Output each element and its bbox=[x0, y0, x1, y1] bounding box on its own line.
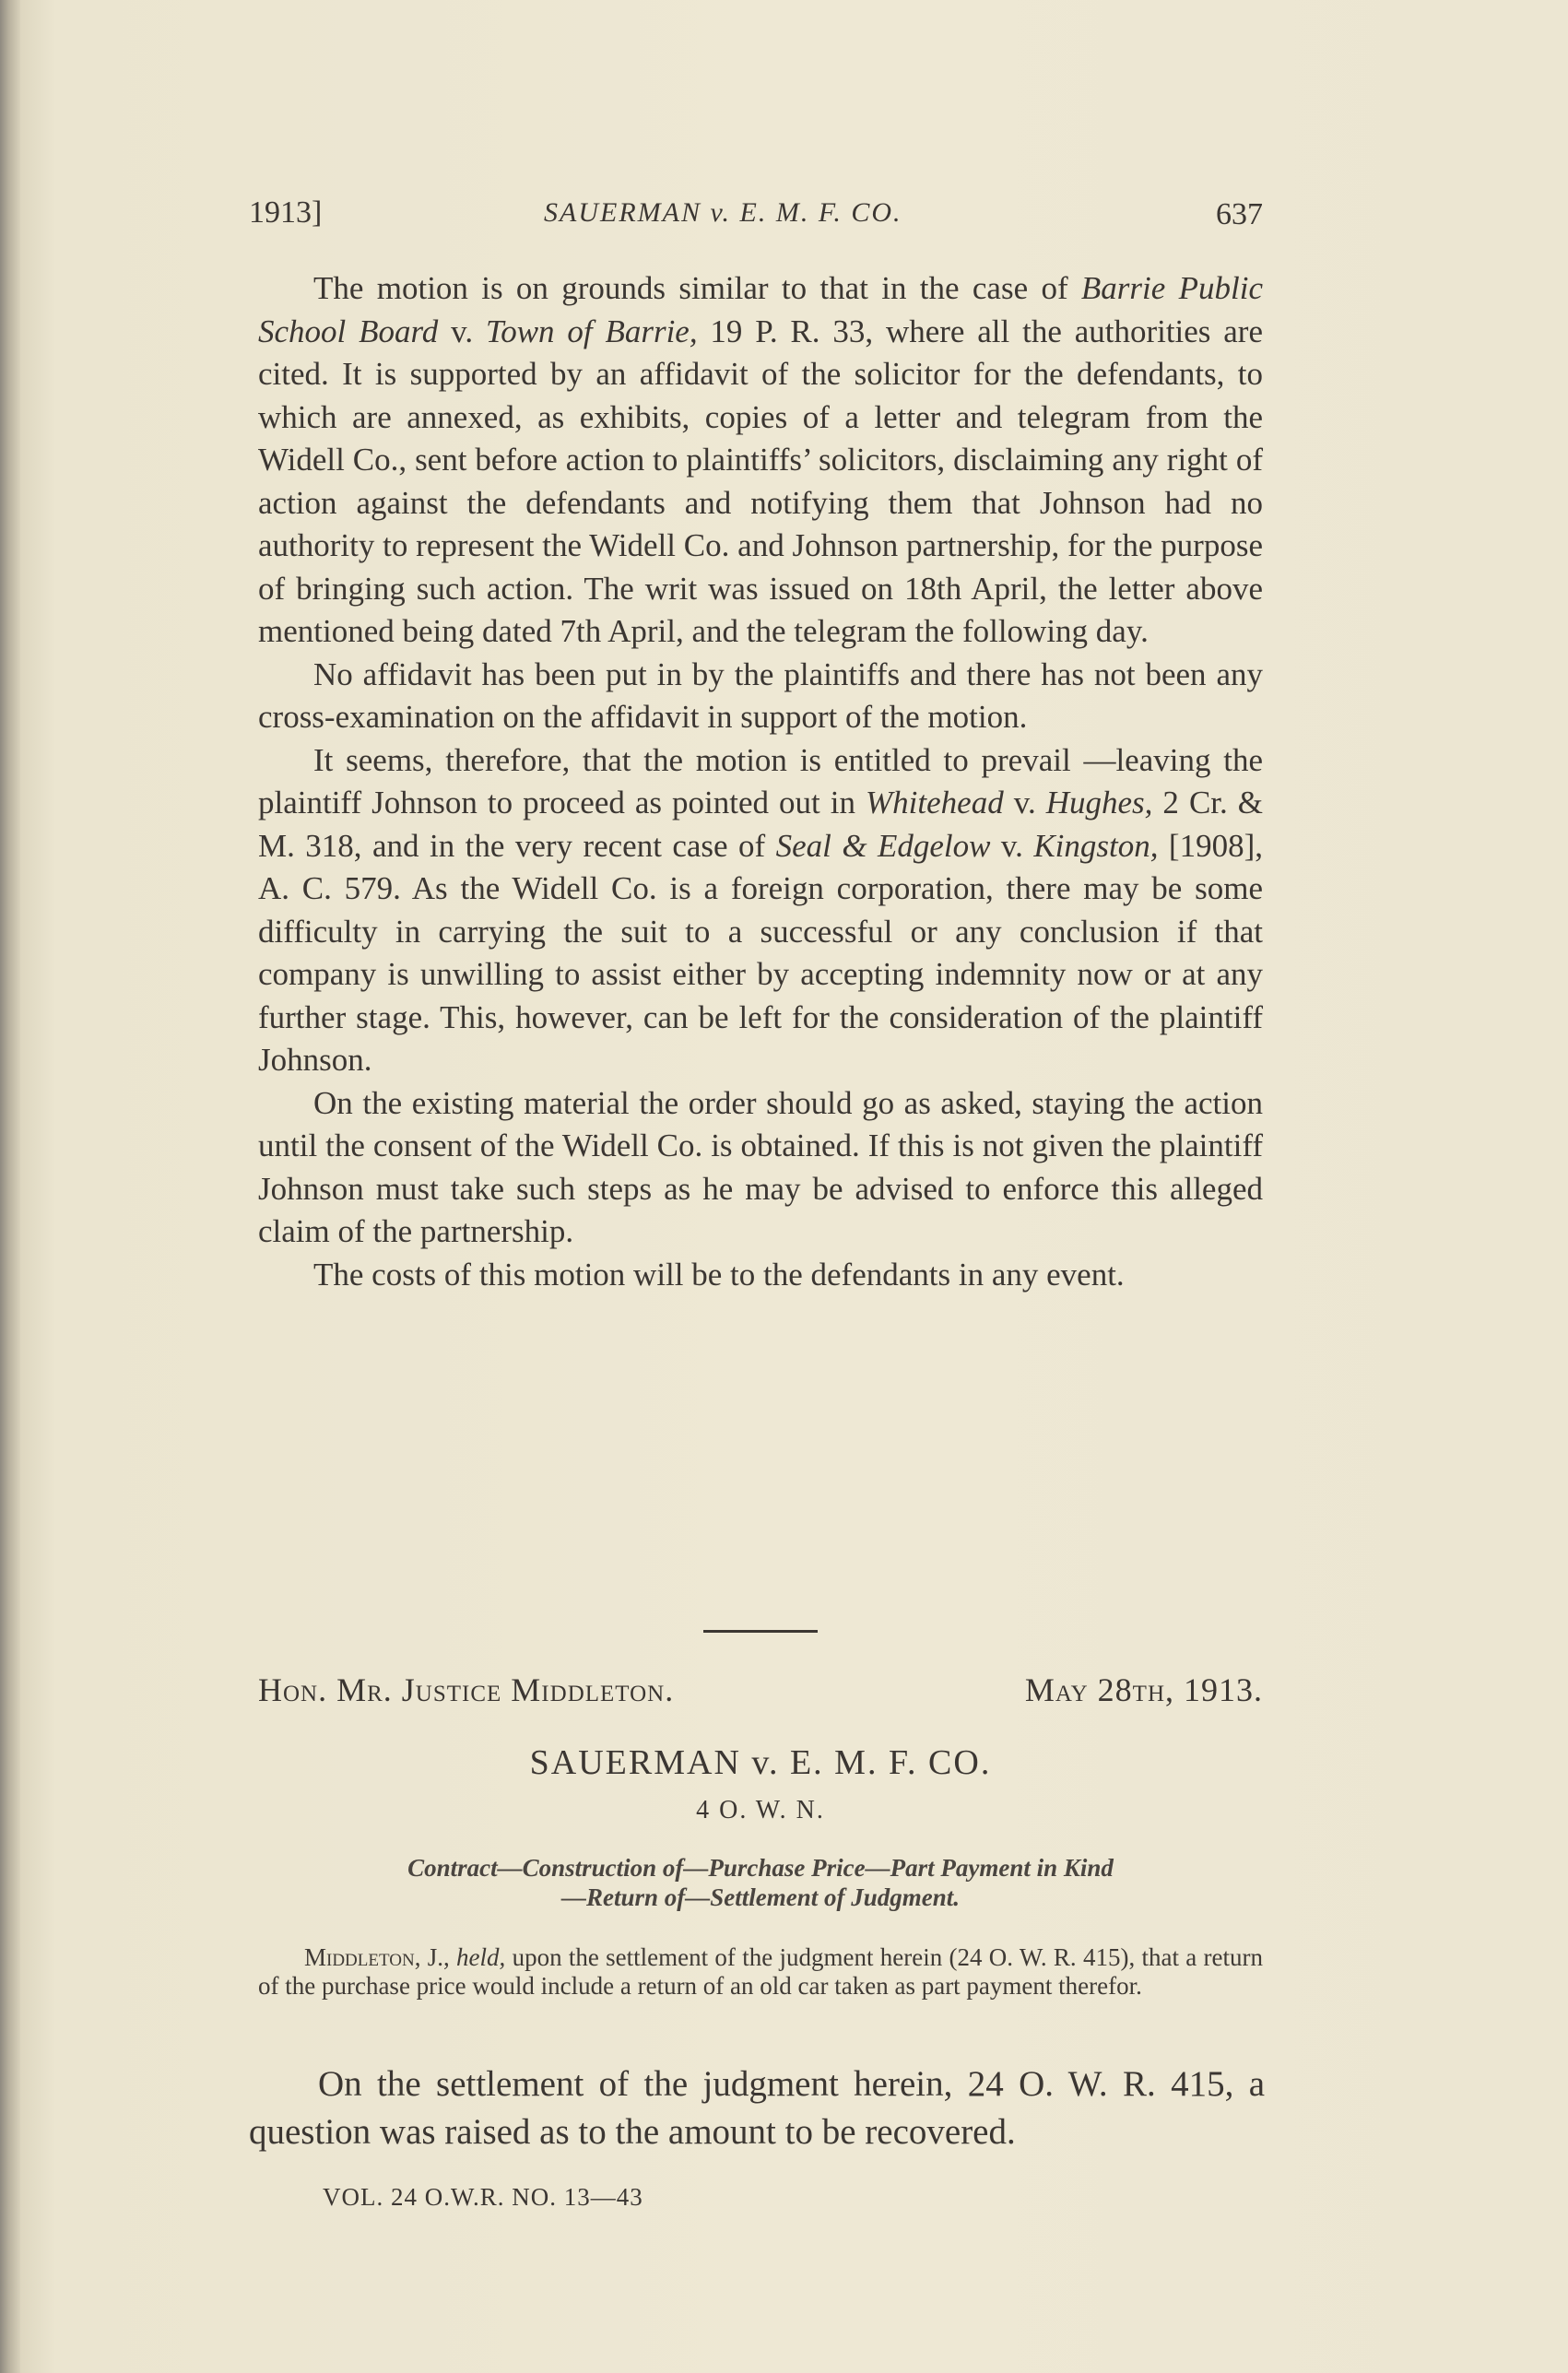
case-title: SAUERMAN v. E. M. F. CO. bbox=[529, 1743, 992, 1782]
case-name: Kingston, bbox=[1033, 827, 1159, 864]
holding-text: upon the settlement of the judgment herein (24 O. W. R. 415), that a return of the purchase price would include a return of an old car taken as part payment therefor. bbox=[258, 1943, 1264, 2000]
decision-date: May 28th, 1913. bbox=[1024, 1671, 1263, 1708]
holding-summary bbox=[258, 1943, 1263, 2001]
text-span: v. bbox=[990, 827, 1034, 864]
case-name: Hughes, bbox=[1045, 785, 1153, 821]
text-span: [1908], A. C. 579. As the Widell Co. is a foreign corporation, there may be some difficulty in carrying the suit to a successful or any conclusion if that company is unwilling to assist either by accepting indemnity now or at any further stage. This, however, can be left for the consideration of the plaintiff Johnson. bbox=[258, 827, 1263, 1078]
opening-paragraph: On the settlement of the judgment herein, 24 O. W. R. 415, a question was raised as to the amount to be recovered. bbox=[249, 2064, 1265, 2152]
case-citation: 4 O. W. N. bbox=[696, 1796, 825, 1824]
header-running-title: SAUERMAN v. E. M. F. CO. bbox=[544, 197, 902, 228]
court-line bbox=[258, 1671, 1263, 1717]
case-name: Whitehead bbox=[866, 785, 1004, 821]
signature-footer: VOL. 24 O.W.R. NO. 13—43 bbox=[323, 2183, 643, 2211]
page-binding-edge bbox=[0, 0, 20, 2373]
section-divider bbox=[703, 1630, 818, 1633]
judge-name: Hon. Mr. Justice Middleton. bbox=[258, 1671, 675, 1708]
text-span: 19 P. R. 33, where all the authorities are cited. It is supported by an affidavit of the solicitor for the defendants, to which are annexed, as exhibits, copies of a letter and telegram from the Widell Co., sent before action to plaintiffs’ solicitors, disclaiming any right of action against the defendants and notifying them that Johnson had no authority to represent the Widell Co. and Johnson partnership, for the purpose of bringing such action. The writ was issued on 18th April, the letter above mentioned being dated 7th April, and the telegram the following day. bbox=[258, 313, 1263, 649]
header-page-number: 637 bbox=[1216, 197, 1263, 231]
paragraph-4: On the existing material the order should go as asked, staying the action until the consent of the Widell Co. is obtained. If this is not given the plaintiff Johnson must take such steps as he may be advised to enforce this alleged claim of the partnership. bbox=[258, 1084, 1263, 1249]
paragraph-1 bbox=[258, 267, 1263, 654]
headnote bbox=[258, 1853, 1263, 1912]
judgment-opening bbox=[249, 2060, 1265, 2156]
text-span: v. bbox=[438, 313, 486, 349]
running-header bbox=[249, 195, 1263, 242]
headnote-line-1: Contract—Construction of—Purchase Price—Part Payment in Kind bbox=[407, 1854, 1114, 1882]
text-span: 2 Cr. & M. 318, and in the very recent case of bbox=[258, 785, 1264, 864]
holding-held: held, bbox=[456, 1943, 506, 1971]
holding-paragraph bbox=[258, 1943, 1263, 2001]
text-span: The motion is on grounds similar to that in the case of bbox=[313, 270, 1081, 306]
paragraph-2: No affidavit has been put in by the plaintiffs and there has not been any cross-examination on the affidavit in support of the motion. bbox=[258, 655, 1263, 735]
holding-judge: Middleton, J., bbox=[304, 1943, 450, 1971]
body-text bbox=[258, 267, 1263, 1296]
text-span: It seems, therefore, that the motion is entitled to prevail —leaving the plaintiff Johnson to proceed as pointed out in bbox=[258, 741, 1263, 821]
text-span: v. bbox=[1003, 785, 1046, 821]
case-name: Seal & Edgelow bbox=[775, 827, 991, 864]
headnote-line-2: —Return of—Settlement of Judgment. bbox=[560, 1883, 961, 1911]
paragraph-5: The costs of this motion will be to the defendants in any event. bbox=[313, 1256, 1125, 1293]
header-year: 1913] bbox=[249, 195, 323, 230]
case-name: Barrie Public School Board bbox=[258, 270, 1263, 349]
paragraph-3 bbox=[258, 739, 1263, 1082]
case-name: Town of Barrie, bbox=[485, 313, 698, 349]
